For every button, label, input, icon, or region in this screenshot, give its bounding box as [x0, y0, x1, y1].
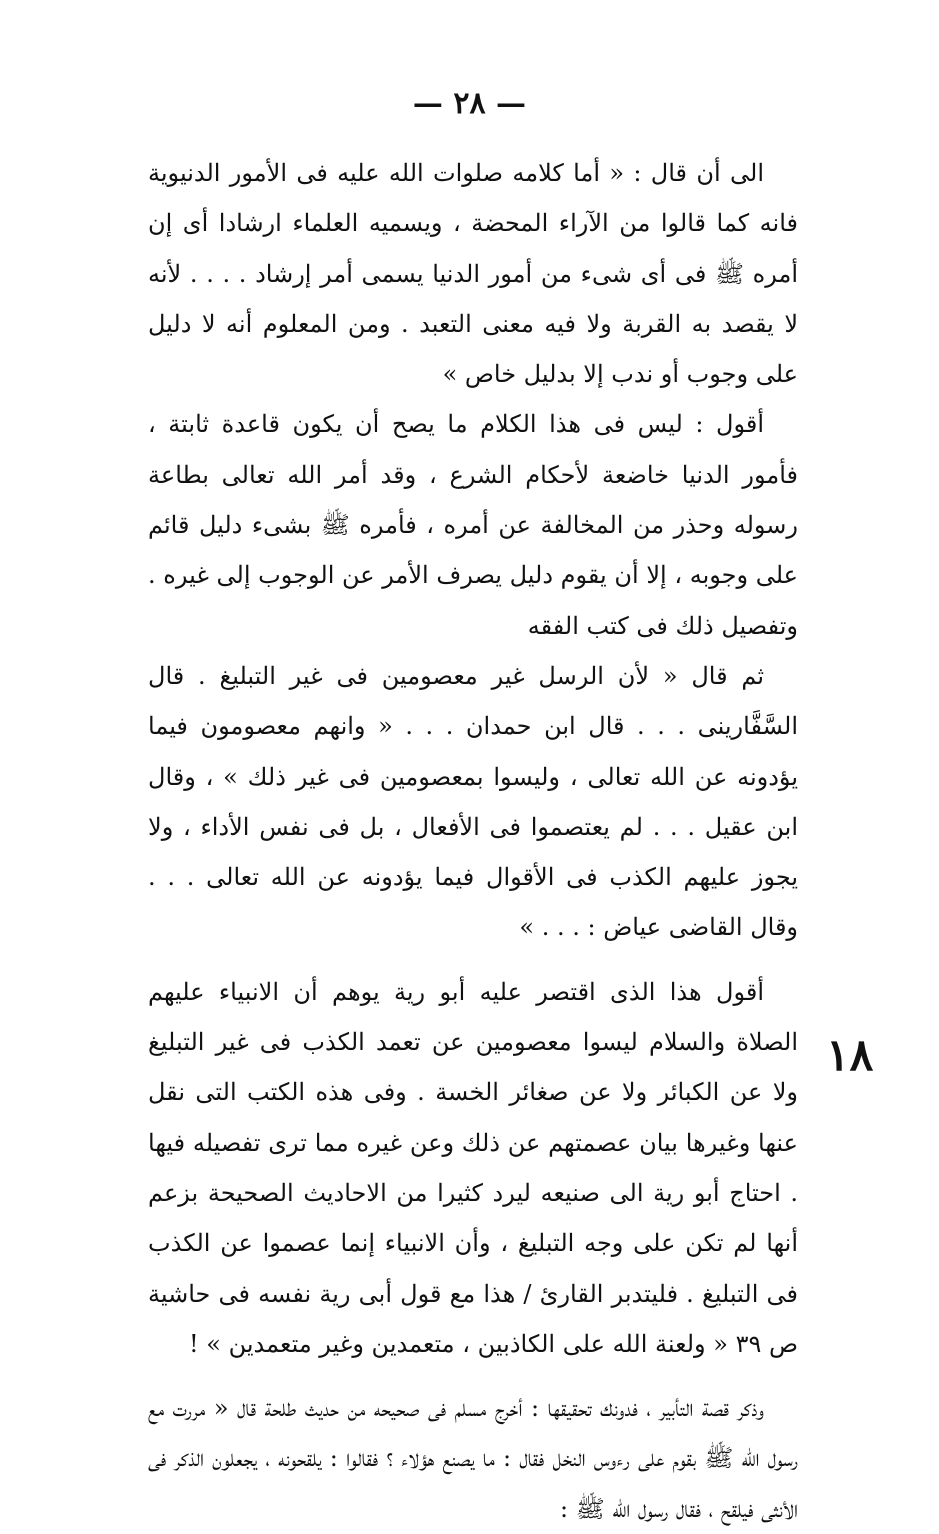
paragraph: ثم قال « لأن الرسل غير معصومين فى غير التبليغ . قال السَّفَّارينى . . . قال ابن حمدان . . . « وانهم معصومون فيما يؤدونه عن الله تعالى ، وليسوا بمعصومين فى غير ذلك » ، وقال ابن عقيل . . . لم يعتصموا فى الأفعال ، بل فى نفس الأداء ، ولا يجوز عليهم الكذب فى الأقوال فيما يؤدونه عن الله تعالى . . . وقال القاضى عياض : . . . »	[148, 661, 798, 942]
margin-page-reference: ١٨	[826, 1030, 874, 1081]
page-number: — ٢٨ —	[412, 86, 527, 121]
paragraph: أقول هذا الذى اقتصر عليه أبو رية يوهم أن الانبياء عليهم الصلاة والسلام ليسوا معصومين عن تعمد الكذب فى غير التبليغ ولا عن الكبائر ولا عن صغائر الخسة . وفى هذه الكتب التى نقل عنها وغيرها بيان عصمتهم عن ذلك وعن غيره مما ترى تفصيله فيها . احتاج أبو رية الى صنيعه ليرد كثيرا من الاحاديث الصحيحة بزعم أنها لم تكن على وجه التبليغ ، وأن الانبياء إنما عصموا عن الكذب فى التبليغ . فليتدبر القارئ / هذا مع قول أبى رية نفسه فى حاشية ص ٣٩ « ولعنة الله على الكاذبين ، متعمدين وغير متعمدين » !	[148, 977, 798, 1358]
paragraph: وذكر قصة التأبير ، فدونك تحقيقها : أخرج مسلم فى صحيحه من حديث طلحة قال « مررت مع رسول الله ﷺ بقوم على رءوس النخل فقال : ما يصنع هؤلاء ؟ فقالوا : يلقحونه ، يجعلون الذكر فى الأنثى فيلقح ، فقال رسول الله ﷺ :	[148, 1394, 799, 1523]
page-body	[148, 148, 798, 1534]
paragraph: الى أن قال : « أما كلامه صلوات الله عليه فى الأمور الدنيوية فانه كما قالوا من الآراء المحضة ، ويسميه العلماء ارشادا أى إن أمره ﷺ فى أى شىء من أمور الدنيا يسمى أمر إرشاد . . . . لأنه لا يقصد به القربة ولا فيه معنى التعبد . ومن المعلوم أنه لا دليل على وجوب أو ندب إلا بدليل خاص »	[148, 159, 798, 389]
paragraph: أقول : ليس فى هذا الكلام ما يصح أن يكون قاعدة ثابتة ، فأمور الدنيا خاضعة لأحكام الشرع ، وقد أمر الله تعالى بطاعة رسوله وحذر من المخالفة عن أمره ، فأمره ﷺ بشىء دليل قائم على وجوبه ، إلا أن يقوم دليل يصرف الأمر عن الوجوب إلى غيره . وتفصيل ذلك فى كتب الفقه	[148, 410, 798, 640]
